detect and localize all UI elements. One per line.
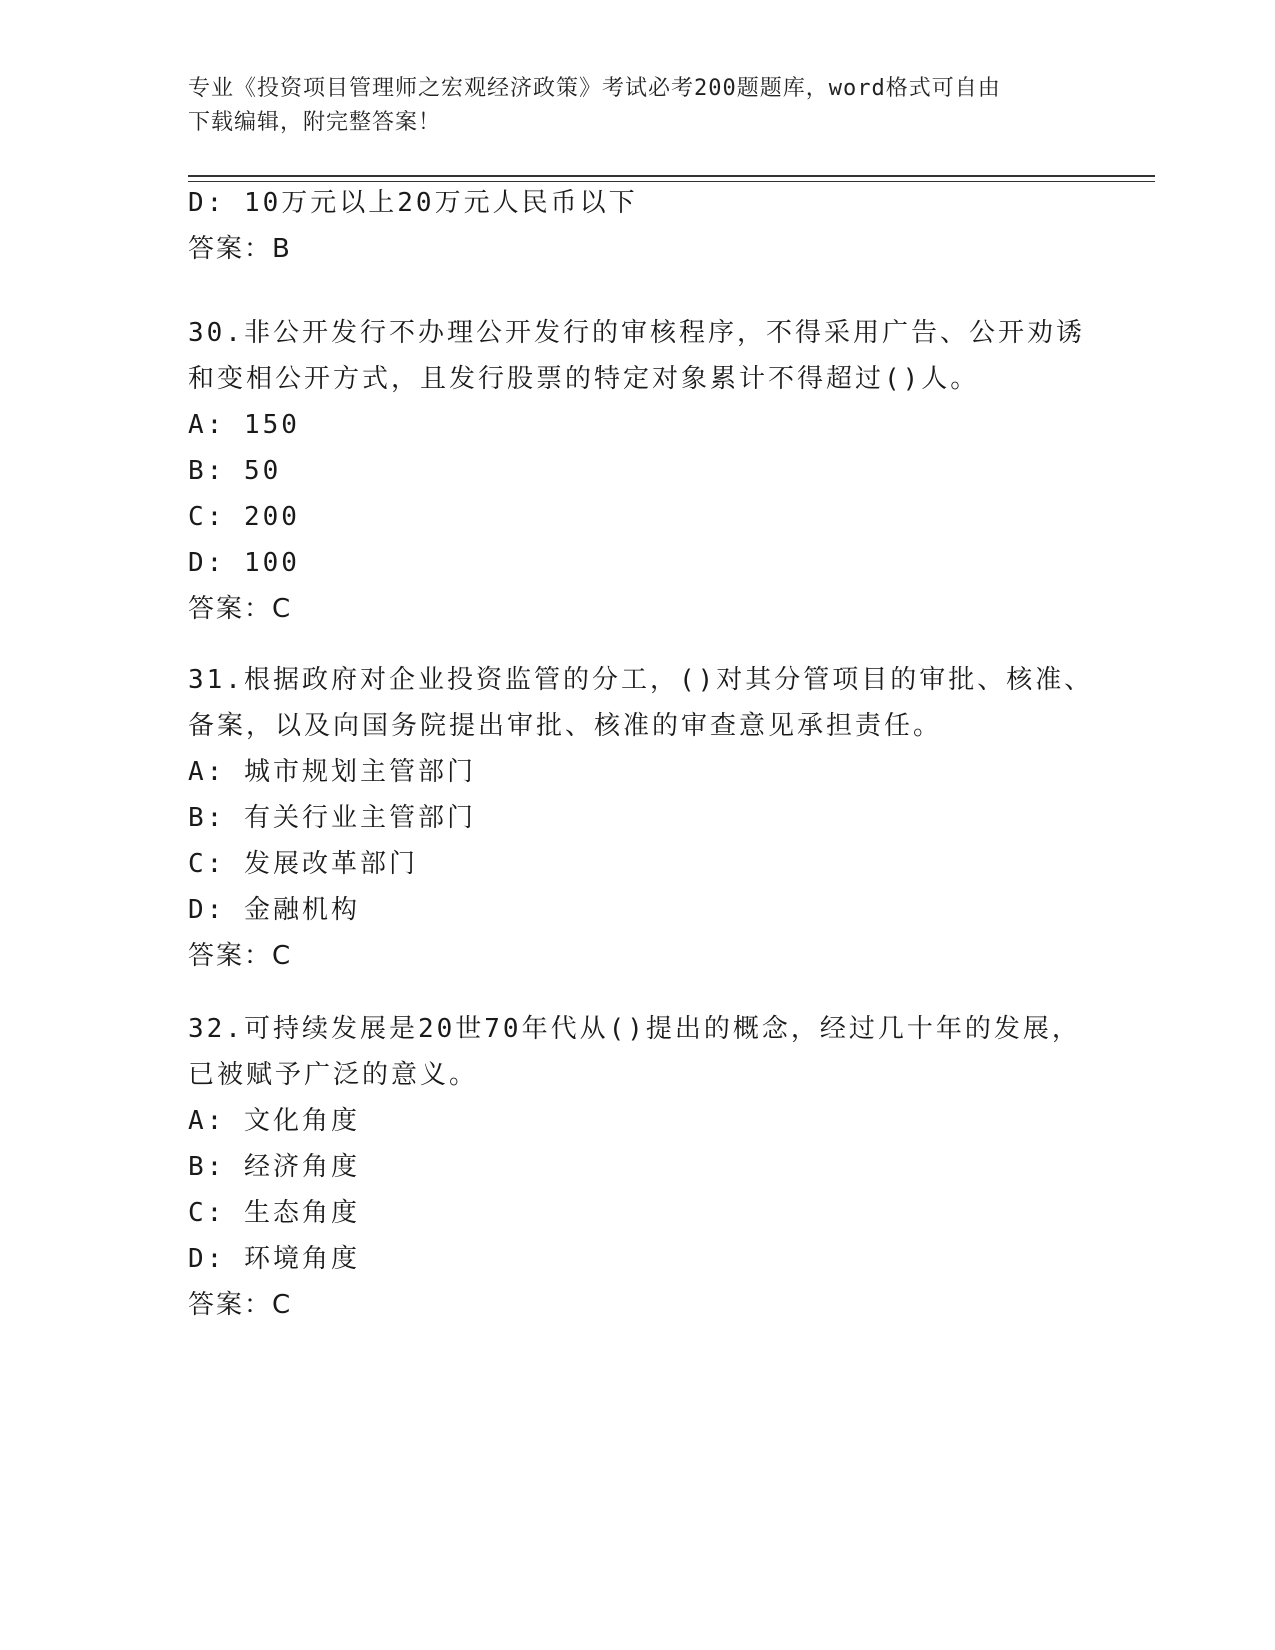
question-text-line-1: 30.非公开发行不办理公开发行的审核程序，不得采用广告、公开劝诱 bbox=[188, 318, 1085, 348]
option-c: C: 200 bbox=[188, 502, 300, 532]
option-d: D: 环境角度 bbox=[188, 1244, 360, 1274]
option-d: D: 金融机构 bbox=[188, 895, 360, 925]
answer-line: 答案：C bbox=[188, 1290, 293, 1320]
header-line-1: 专业《投资项目管理师之宏观经济政策》考试必考200题题库，word格式可自由 bbox=[188, 76, 1001, 101]
option-a: A: 城市规划主管部门 bbox=[188, 757, 476, 787]
option-b: B: 50 bbox=[188, 456, 282, 486]
question-30 bbox=[188, 310, 1088, 632]
answer-line: 答案：B bbox=[188, 234, 292, 264]
option-a: A: 150 bbox=[188, 410, 300, 440]
question-text-line-1: 32.可持续发展是20世70年代从()提出的概念，经过几十年的发展， bbox=[188, 1014, 1081, 1044]
question-text-line-1: 31.根据政府对企业投资监管的分工，()对其分管项目的审批、核准、 bbox=[188, 665, 1094, 695]
option-d: D: 100 bbox=[188, 548, 300, 578]
option-b: B: 经济角度 bbox=[188, 1152, 360, 1182]
header-line-2: 下载编辑，附完整答案！ bbox=[188, 110, 442, 135]
option-c: C: 发展改革部门 bbox=[188, 849, 418, 879]
document-header bbox=[188, 72, 1078, 140]
header-divider-thick bbox=[188, 175, 1155, 177]
option-a: A: 文化角度 bbox=[188, 1106, 360, 1136]
answer-line: 答案：C bbox=[188, 941, 293, 971]
option-d: D: 10万元以上20万元人民币以下 bbox=[188, 188, 638, 218]
answer-line: 答案：C bbox=[188, 594, 293, 624]
question-text-line-2: 和变相公开方式，且发行股票的特定对象累计不得超过()人。 bbox=[188, 364, 980, 394]
option-b: B: 有关行业主管部门 bbox=[188, 803, 476, 833]
question-31 bbox=[188, 657, 1094, 979]
option-c: C: 生态角度 bbox=[188, 1198, 360, 1228]
question-text-line-2: 备案，以及向国务院提出审批、核准的审查意见承担责任。 bbox=[188, 711, 943, 741]
question-32 bbox=[188, 1006, 1088, 1328]
question-text-line-2: 已被赋予广泛的意义。 bbox=[188, 1060, 479, 1090]
previous-question-tail bbox=[188, 180, 1088, 272]
